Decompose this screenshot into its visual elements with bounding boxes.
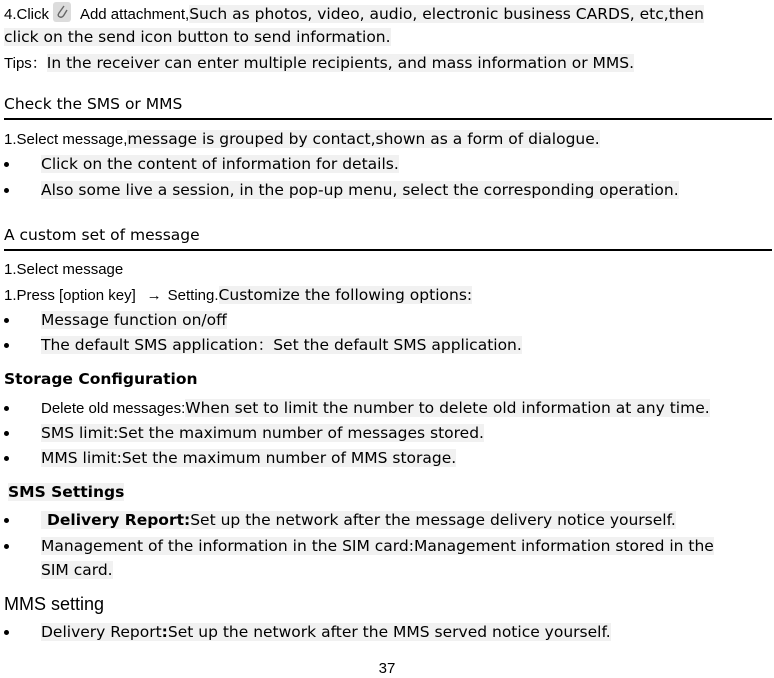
check-sms-bullet-2-text: Also some live a session, in the pop-up menu, select the corresponding operation. — [41, 181, 679, 199]
storage-heading-text: Storage Configuration — [4, 370, 198, 388]
storage-b1-b: When set to limit the number to delete old information at any time. — [185, 399, 710, 417]
sms-settings-bullet-2-cont — [4, 559, 113, 581]
arrow-right-icon: → — [146, 287, 162, 304]
check-sms-bullet-1-text: Click on the content of information for details. — [41, 155, 399, 173]
storage-b3-text: MMS limit:Set the maximum number of MMS storage. — [41, 449, 457, 467]
bullet-dot — [4, 544, 9, 549]
page-number: 37 — [378, 660, 396, 677]
custom-bullet-2-text: The default SMS application：Set the default SMS application. — [41, 336, 522, 354]
check-sms-step1 — [4, 128, 600, 151]
bullet-dot — [4, 518, 9, 523]
check-sms-heading-text: Check the SMS or MMS — [4, 95, 183, 113]
bullet-dot — [4, 162, 9, 167]
step4-text-a: Add attachment, — [79, 6, 190, 23]
custom-press-a: 1.Press [option key] — [4, 287, 136, 304]
storage-bullet-2 — [4, 422, 484, 444]
sms-settings-bullet-2 — [4, 535, 714, 557]
sms-b2-line2: SIM card. — [41, 561, 113, 579]
custom-step1-text: 1.Select message — [4, 261, 124, 278]
step4-line2-text: click on the send icon button to send information. — [4, 28, 391, 46]
mms-setting-bullet-1 — [4, 621, 611, 643]
custom-heading-text: A custom set of message — [4, 226, 200, 244]
check-sms-step1-a: 1.Select message, — [4, 131, 128, 148]
bullet-dot — [4, 318, 9, 323]
custom-bullet-1-text: Message function on/off — [41, 311, 227, 329]
sms-settings-bullet-1 — [4, 509, 676, 531]
sms-b2-line1: Management of the information in the SIM card:Management information stored in the — [41, 537, 714, 555]
storage-bullet-3 — [4, 447, 456, 469]
mms-setting-heading-text: MMS setting — [4, 594, 105, 614]
check-sms-step1-b: message is grouped by contact,shown as a form of dialogue. — [127, 130, 600, 148]
mms-b1-label: Delivery Report — [41, 623, 162, 641]
step4-text-b: Such as photos, video, audio, electronic business CARDS, etc,then — [189, 5, 704, 23]
tips-label: Tips： — [4, 55, 47, 72]
step4-line2 — [4, 26, 391, 48]
custom-bullet-2 — [4, 334, 522, 356]
bullet-dot — [4, 431, 9, 436]
tips-text: In the receiver can enter multiple recipients, and mass information or MMS. — [46, 54, 635, 72]
bullet-dot — [4, 456, 9, 461]
step4-line1 — [4, 2, 704, 26]
check-sms-bullet-2 — [4, 179, 679, 201]
custom-heading — [4, 224, 772, 251]
storage-heading — [4, 368, 198, 390]
check-sms-heading — [4, 93, 772, 120]
custom-step1 — [4, 258, 123, 281]
sms-b1-text: Set up the network after the message delivery notice yourself. — [190, 511, 676, 529]
custom-press-line — [4, 284, 472, 307]
storage-b2-text: SMS limit:Set the maximum number of messages stored. — [41, 424, 484, 442]
paperclip-icon — [53, 2, 71, 22]
step4-prefix: 4.Click — [4, 6, 50, 23]
check-sms-bullet-1 — [4, 153, 399, 175]
sms-settings-heading — [4, 481, 124, 503]
storage-b1-a: Delete old messages: — [41, 400, 186, 417]
mms-setting-heading — [4, 593, 104, 615]
bullet-dot — [4, 406, 9, 411]
tips-line — [4, 52, 634, 75]
storage-bullet-1 — [4, 397, 710, 420]
custom-press-b: Setting. — [167, 287, 219, 304]
mms-b1-colon: : — [161, 623, 168, 641]
bullet-dot — [4, 343, 9, 348]
bullet-dot — [4, 630, 9, 635]
bullet-dot — [4, 188, 9, 193]
custom-bullet-1 — [4, 309, 227, 331]
sms-b1-label: Delivery Report: — [41, 511, 190, 529]
mms-b1-text: Set up the network after the MMS served notice yourself. — [167, 623, 611, 641]
sms-settings-heading-text: SMS Settings — [8, 483, 125, 501]
custom-press-c: Customize the following options: — [218, 286, 473, 304]
